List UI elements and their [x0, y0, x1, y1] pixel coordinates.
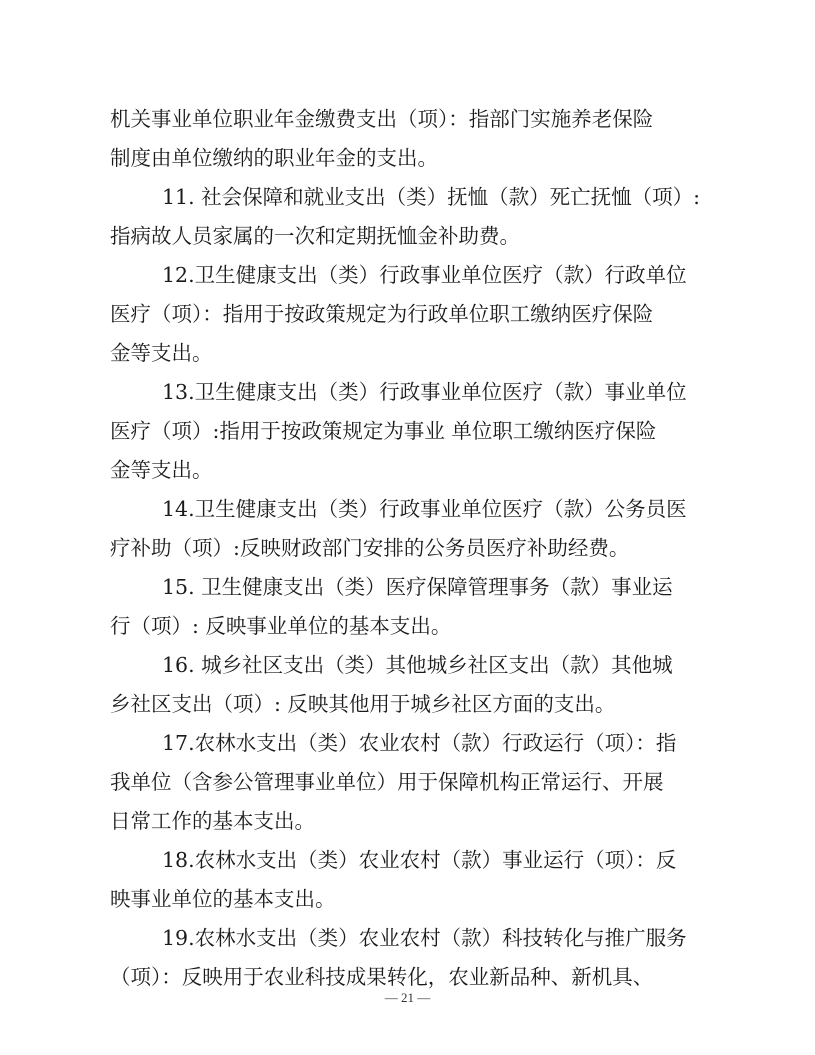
text-line: 我单位（含参公管理事业单位）用于保障机构正常运行、开展	[110, 770, 664, 794]
text-line: 疗补助（项）:反映财政部门安排的公务员医疗补助经费。	[110, 536, 630, 560]
text-line: 18.农林水支出（类）农业农村（款）事业运行（项）：反	[162, 848, 677, 872]
text-line: 指病故人员家属的一次和定期抚恤金补助费。	[110, 224, 520, 248]
text-line: 乡社区支出（项）: 反映其他用于城乡社区方面的支出。	[110, 692, 616, 716]
text-line: 医疗（项）：指用于按政策规定为行政单位职工缴纳医疗保险	[110, 302, 654, 326]
text-line: 医疗（项）:指用于按政策规定为事业 单位职工缴纳医疗保险	[110, 419, 657, 443]
text-line: （项）：反映用于农业科技成果转化，农业新品种、新机具、	[110, 965, 654, 989]
text-line: 19.农林水支出（类）农业农村（款）科技转化与推广服务	[162, 926, 687, 950]
text-line: 金等支出。	[110, 458, 213, 482]
text-line: 16. 城乡社区支出（类）其他城乡社区支出（款）其他城	[162, 653, 673, 677]
page-number: — 21 —	[384, 990, 431, 1005]
text-line: 11. 社会保障和就业支出（类）抚恤（款）死亡抚恤（项）:	[162, 185, 701, 209]
text-line: 行（项）: 反映事业单位的基本支出。	[110, 614, 452, 638]
text-line: 制度由单位缴纳的职业年金的支出。	[110, 146, 438, 170]
text-line: 12.卫生健康支出（类）行政事业单位医疗（款）行政单位	[162, 263, 687, 287]
text-line: 机关事业单位职业年金缴费支出（项）：指部门实施养老保险	[110, 107, 654, 131]
text-line: 日常工作的基本支出。	[110, 809, 315, 833]
text-line: 金等支出。	[110, 341, 213, 365]
text-line: 13.卫生健康支出（类）行政事业单位医疗（款）事业单位	[162, 380, 687, 404]
text-line: 17.农林水支出（类）农业农村（款）行政运行（项）：指	[162, 731, 677, 755]
text-line: 映事业单位的基本支出。	[110, 887, 336, 911]
text-line: 14.卫生健康支出（类）行政事业单位医疗（款）公务员医	[162, 497, 687, 521]
text-line: 15. 卫生健康支出（类）医疗保障管理事务（款）事业运	[162, 575, 673, 599]
